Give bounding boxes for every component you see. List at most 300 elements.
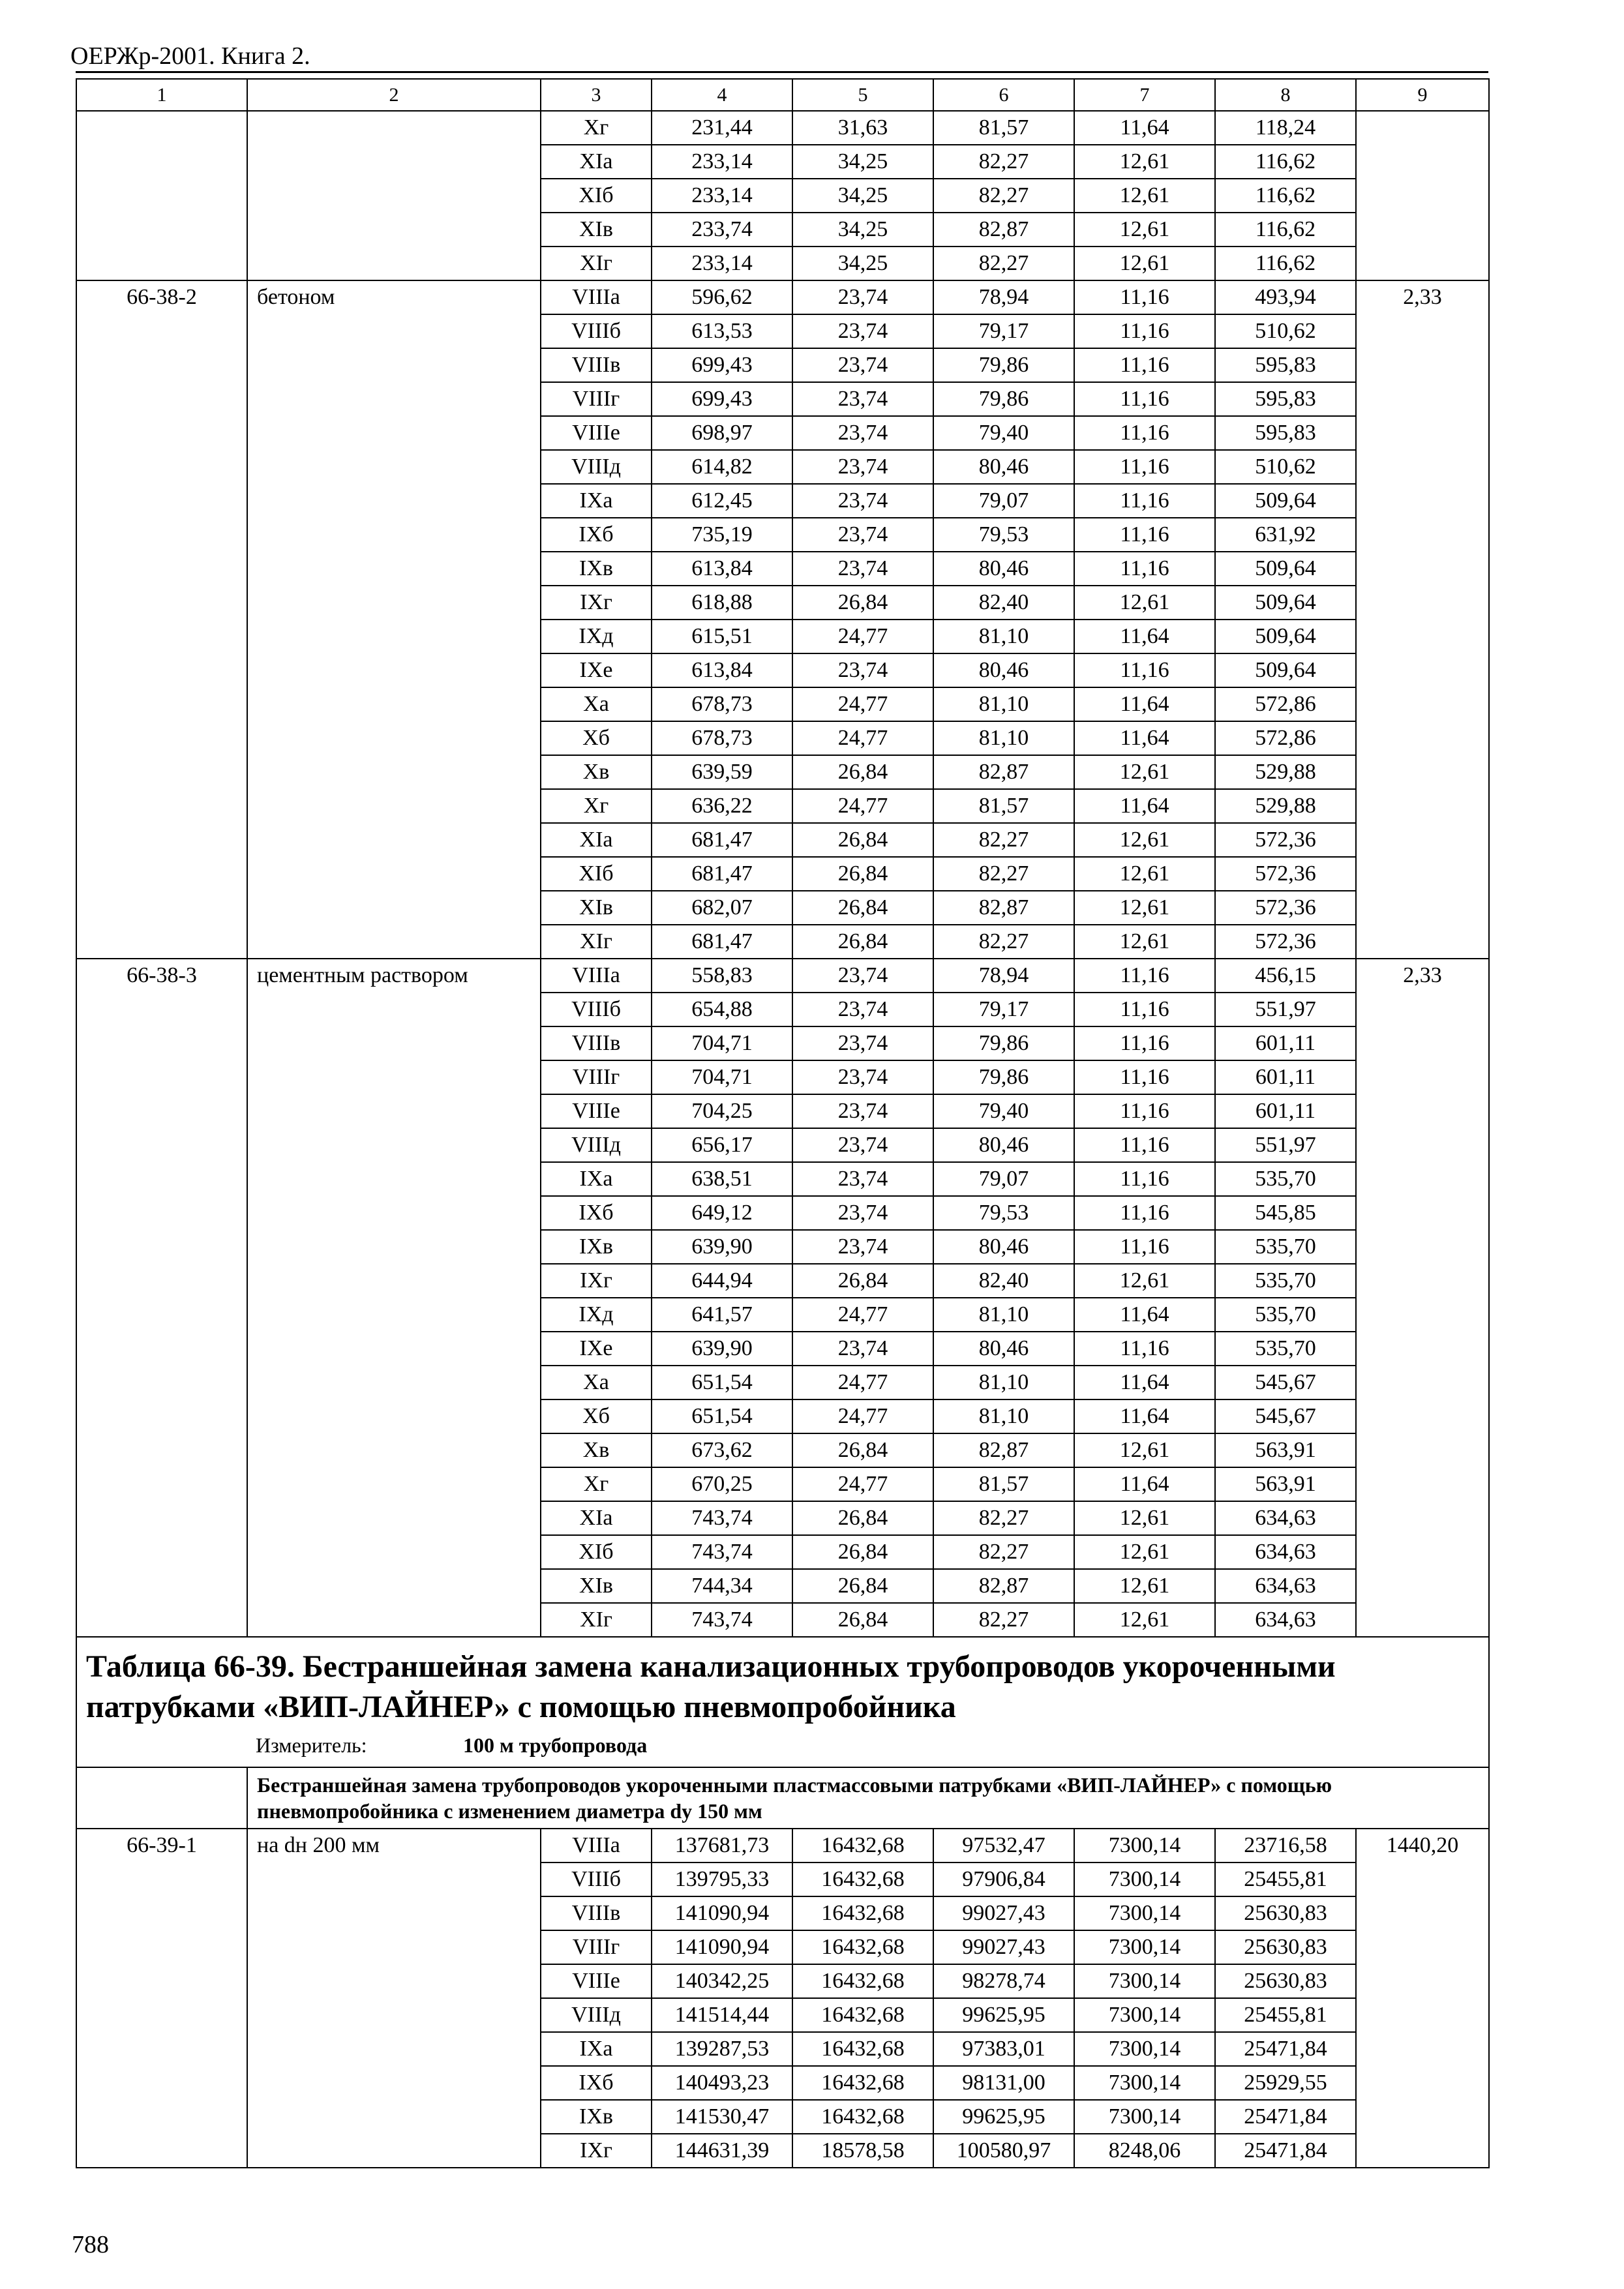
wages-cell: 26,84 (792, 1569, 933, 1603)
wages-cell: 24,77 (792, 687, 933, 721)
total-cost-cell: 614,82 (652, 450, 792, 484)
wages-cell: 23,74 (792, 653, 933, 687)
materials-cell: 116,62 (1215, 179, 1356, 213)
total-cost-cell: 704,71 (652, 1060, 792, 1094)
materials-cell: 510,62 (1215, 314, 1356, 348)
region-cell: XIг (541, 925, 652, 959)
machinist-wages-cell: 12,61 (1074, 1264, 1215, 1298)
region-cell: VIIIв (541, 348, 652, 382)
materials-cell: 510,62 (1215, 450, 1356, 484)
wages-cell: 26,84 (792, 1603, 933, 1637)
machine-cost-cell: 78,94 (933, 280, 1074, 314)
machinist-wages-cell: 11,64 (1074, 111, 1215, 145)
wages-cell: 23,74 (792, 348, 933, 382)
total-cost-cell: 704,25 (652, 1094, 792, 1128)
region-cell: XIб (541, 857, 652, 891)
rate-code-cell (76, 111, 247, 280)
machine-cost-cell: 98131,00 (933, 2066, 1074, 2100)
total-cost-cell: 139795,33 (652, 1863, 792, 1896)
table-row (76, 280, 1489, 314)
total-cost-cell: 233,74 (652, 213, 792, 247)
machinist-wages-cell: 7300,14 (1074, 1896, 1215, 1930)
region-cell: Xв (541, 755, 652, 789)
machinist-wages-cell: 11,16 (1074, 959, 1215, 993)
machinist-wages-cell: 11,64 (1074, 1467, 1215, 1501)
machinist-wages-cell: 12,61 (1074, 891, 1215, 925)
machinist-wages-cell: 11,16 (1074, 1230, 1215, 1264)
machine-cost-cell: 80,46 (933, 1128, 1074, 1162)
machinist-wages-cell: 12,61 (1074, 1603, 1215, 1637)
wages-cell: 23,74 (792, 450, 933, 484)
machine-cost-cell: 81,10 (933, 1366, 1074, 1399)
machine-cost-cell: 81,10 (933, 1399, 1074, 1433)
materials-cell: 601,11 (1215, 1026, 1356, 1060)
machinist-wages-cell: 7300,14 (1074, 1930, 1215, 1964)
machine-cost-cell: 81,10 (933, 1298, 1074, 1332)
materials-cell: 509,64 (1215, 552, 1356, 586)
materials-cell: 23716,58 (1215, 1829, 1356, 1863)
machine-cost-cell: 82,87 (933, 891, 1074, 925)
machine-cost-cell: 81,10 (933, 620, 1074, 653)
total-cost-cell: 743,74 (652, 1603, 792, 1637)
machinist-wages-cell: 11,64 (1074, 721, 1215, 755)
region-cell: Xб (541, 1399, 652, 1433)
region-cell: IXг (541, 2134, 652, 2168)
region-cell: IXв (541, 552, 652, 586)
table-row (76, 959, 1489, 993)
materials-cell: 25471,84 (1215, 2134, 1356, 2168)
region-cell: VIIIд (541, 450, 652, 484)
materials-cell: 529,88 (1215, 789, 1356, 823)
machinist-wages-cell: 11,16 (1074, 552, 1215, 586)
region-cell: XIа (541, 823, 652, 857)
column-number: 6 (933, 79, 1074, 111)
region-cell: XIв (541, 1569, 652, 1603)
total-cost-cell: 613,53 (652, 314, 792, 348)
wages-cell: 23,74 (792, 1026, 933, 1060)
machinist-wages-cell: 12,61 (1074, 1535, 1215, 1569)
total-cost-cell: 636,22 (652, 789, 792, 823)
region-cell: IXб (541, 1196, 652, 1230)
materials-cell: 572,36 (1215, 857, 1356, 891)
wages-cell: 23,74 (792, 280, 933, 314)
total-cost-cell: 704,71 (652, 1026, 792, 1060)
machinist-wages-cell: 11,16 (1074, 314, 1215, 348)
machinist-wages-cell: 11,16 (1074, 1196, 1215, 1230)
wages-cell: 23,74 (792, 484, 933, 518)
machinist-wages-cell: 12,61 (1074, 755, 1215, 789)
machine-cost-cell: 97383,01 (933, 2032, 1074, 2066)
wages-cell: 34,25 (792, 145, 933, 179)
machinist-wages-cell: 7300,14 (1074, 1829, 1215, 1863)
wages-cell: 24,77 (792, 789, 933, 823)
materials-cell: 25471,84 (1215, 2100, 1356, 2134)
machinist-wages-cell: 7300,14 (1074, 2100, 1215, 2134)
wages-cell: 23,74 (792, 1128, 933, 1162)
total-cost-cell: 615,51 (652, 620, 792, 653)
region-cell: IXб (541, 2066, 652, 2100)
machine-cost-cell: 100580,97 (933, 2134, 1074, 2168)
machinist-wages-cell: 12,61 (1074, 857, 1215, 891)
total-cost-cell: 649,12 (652, 1196, 792, 1230)
total-cost-cell: 656,17 (652, 1128, 792, 1162)
labor-cell: 2,33 (1356, 959, 1489, 1637)
machinist-wages-cell: 11,16 (1074, 348, 1215, 382)
region-cell: Xг (541, 789, 652, 823)
table-row (76, 111, 1489, 145)
machine-cost-cell: 80,46 (933, 653, 1074, 687)
machinist-wages-cell: 12,61 (1074, 247, 1215, 280)
total-cost-cell: 651,54 (652, 1399, 792, 1433)
machine-cost-cell: 97532,47 (933, 1829, 1074, 1863)
machine-cost-cell: 79,86 (933, 1026, 1074, 1060)
machine-cost-cell: 79,07 (933, 1162, 1074, 1196)
column-number: 9 (1356, 79, 1489, 111)
materials-cell: 25455,81 (1215, 1863, 1356, 1896)
machinist-wages-cell: 11,16 (1074, 1332, 1215, 1366)
machine-cost-cell: 81,10 (933, 721, 1074, 755)
total-cost-cell: 638,51 (652, 1162, 792, 1196)
region-cell: VIIIа (541, 280, 652, 314)
machine-cost-cell: 99625,95 (933, 1998, 1074, 2032)
meter-label: Измеритель: (256, 1733, 367, 1757)
wages-cell: 16432,68 (792, 1998, 933, 2032)
materials-cell: 509,64 (1215, 484, 1356, 518)
machine-cost-cell: 82,27 (933, 857, 1074, 891)
region-cell: IXд (541, 1298, 652, 1332)
table-body (76, 79, 1489, 2168)
materials-cell: 509,64 (1215, 620, 1356, 653)
subsection-description: Бестраншейная замена трубопроводов укороченными пластмассовыми патрубками «ВИП-ЛАЙНЕР» с помощью пневмопробойника с изменением диаметра dу 150 мм (247, 1767, 1489, 1829)
machine-cost-cell: 79,17 (933, 993, 1074, 1026)
wages-cell: 23,74 (792, 1332, 933, 1366)
machine-cost-cell: 82,27 (933, 925, 1074, 959)
region-cell: VIIIб (541, 1863, 652, 1896)
wages-cell: 23,74 (792, 1230, 933, 1264)
region-cell: VIIIг (541, 382, 652, 416)
materials-cell: 631,92 (1215, 518, 1356, 552)
materials-cell: 456,15 (1215, 959, 1356, 993)
region-cell: IXе (541, 653, 652, 687)
materials-cell: 572,36 (1215, 823, 1356, 857)
materials-cell: 116,62 (1215, 213, 1356, 247)
wages-cell: 23,74 (792, 416, 933, 450)
total-cost-cell: 699,43 (652, 382, 792, 416)
wages-cell: 26,84 (792, 823, 933, 857)
wages-cell: 16432,68 (792, 1964, 933, 1998)
machinist-wages-cell: 11,16 (1074, 280, 1215, 314)
materials-cell: 116,62 (1215, 145, 1356, 179)
machine-cost-cell: 80,46 (933, 552, 1074, 586)
materials-cell: 595,83 (1215, 416, 1356, 450)
machinist-wages-cell: 12,61 (1074, 145, 1215, 179)
machine-cost-cell: 82,27 (933, 179, 1074, 213)
materials-cell: 535,70 (1215, 1298, 1356, 1332)
region-cell: XIа (541, 1501, 652, 1535)
machinist-wages-cell: 12,61 (1074, 1501, 1215, 1535)
region-cell: IXа (541, 2032, 652, 2066)
materials-cell: 551,97 (1215, 993, 1356, 1026)
machine-cost-cell: 99027,43 (933, 1930, 1074, 1964)
machine-cost-cell: 82,27 (933, 1501, 1074, 1535)
region-cell: IXб (541, 518, 652, 552)
wages-cell: 23,74 (792, 314, 933, 348)
materials-cell: 25471,84 (1215, 2032, 1356, 2066)
machine-cost-cell: 82,27 (933, 823, 1074, 857)
materials-cell: 572,86 (1215, 721, 1356, 755)
total-cost-cell: 735,19 (652, 518, 792, 552)
wages-cell: 18578,58 (792, 2134, 933, 2168)
labor-cell: 2,33 (1356, 280, 1489, 959)
materials-cell: 595,83 (1215, 382, 1356, 416)
region-cell: IXв (541, 1230, 652, 1264)
region-cell: VIIIд (541, 1128, 652, 1162)
column-number: 7 (1074, 79, 1215, 111)
wages-cell: 23,74 (792, 993, 933, 1026)
wages-cell: 16432,68 (792, 2066, 933, 2100)
rates-table (76, 78, 1490, 2168)
region-cell: Xг (541, 111, 652, 145)
wages-cell: 24,77 (792, 721, 933, 755)
wages-cell: 23,74 (792, 959, 933, 993)
rate-code-cell: 66-39-1 (76, 1829, 247, 2168)
total-cost-cell: 613,84 (652, 653, 792, 687)
machine-cost-cell: 79,40 (933, 1094, 1074, 1128)
column-number: 8 (1215, 79, 1356, 111)
region-cell: VIIIг (541, 1060, 652, 1094)
column-number: 2 (247, 79, 541, 111)
machinist-wages-cell: 11,16 (1074, 653, 1215, 687)
materials-cell: 535,70 (1215, 1264, 1356, 1298)
machinist-wages-cell: 12,61 (1074, 179, 1215, 213)
region-cell: VIIIе (541, 1094, 652, 1128)
materials-cell: 509,64 (1215, 586, 1356, 620)
column-number: 4 (652, 79, 792, 111)
total-cost-cell: 678,73 (652, 687, 792, 721)
machine-cost-cell: 82,40 (933, 1264, 1074, 1298)
materials-cell: 601,11 (1215, 1094, 1356, 1128)
region-cell: XIг (541, 1603, 652, 1637)
machinist-wages-cell: 11,16 (1074, 993, 1215, 1026)
rate-code-cell: 66-38-2 (76, 280, 247, 959)
region-cell: Xа (541, 687, 652, 721)
wages-cell: 24,77 (792, 1298, 933, 1332)
machinist-wages-cell: 12,61 (1074, 213, 1215, 247)
machinist-wages-cell: 11,64 (1074, 1399, 1215, 1433)
machine-cost-cell: 79,53 (933, 1196, 1074, 1230)
total-cost-cell: 612,45 (652, 484, 792, 518)
section-title-row (76, 1637, 1489, 1767)
region-cell: XIб (541, 1535, 652, 1569)
total-cost-cell: 743,74 (652, 1535, 792, 1569)
wages-cell: 16432,68 (792, 1829, 933, 1863)
region-cell: VIIIа (541, 959, 652, 993)
wages-cell: 26,84 (792, 857, 933, 891)
wages-cell: 34,25 (792, 247, 933, 280)
wages-cell: 34,25 (792, 213, 933, 247)
total-cost-cell: 639,59 (652, 755, 792, 789)
machine-cost-cell: 81,57 (933, 111, 1074, 145)
total-cost-cell: 139287,53 (652, 2032, 792, 2066)
materials-cell: 572,86 (1215, 687, 1356, 721)
region-cell: VIIIв (541, 1026, 652, 1060)
machinist-wages-cell: 11,16 (1074, 382, 1215, 416)
machinist-wages-cell: 7300,14 (1074, 1998, 1215, 2032)
materials-cell: 634,63 (1215, 1535, 1356, 1569)
region-cell: Xг (541, 1467, 652, 1501)
materials-cell: 634,63 (1215, 1603, 1356, 1637)
total-cost-cell: 141090,94 (652, 1896, 792, 1930)
empty-cell (76, 1767, 247, 1829)
region-cell: IXв (541, 2100, 652, 2134)
wages-cell: 16432,68 (792, 1863, 933, 1896)
materials-cell: 25455,81 (1215, 1998, 1356, 2032)
wages-cell: 31,63 (792, 111, 933, 145)
region-cell: VIIIг (541, 1930, 652, 1964)
machine-cost-cell: 82,87 (933, 1569, 1074, 1603)
machine-cost-cell: 80,46 (933, 1332, 1074, 1366)
wages-cell: 34,25 (792, 179, 933, 213)
total-cost-cell: 596,62 (652, 280, 792, 314)
materials-cell: 572,36 (1215, 925, 1356, 959)
machinist-wages-cell: 7300,14 (1074, 1964, 1215, 1998)
machine-cost-cell: 82,27 (933, 1535, 1074, 1569)
machinist-wages-cell: 12,61 (1074, 1569, 1215, 1603)
total-cost-cell: 618,88 (652, 586, 792, 620)
machine-cost-cell: 81,57 (933, 789, 1074, 823)
total-cost-cell: 670,25 (652, 1467, 792, 1501)
region-cell: VIIIе (541, 1964, 652, 1998)
machinist-wages-cell: 11,64 (1074, 1298, 1215, 1332)
machine-cost-cell: 78,94 (933, 959, 1074, 993)
total-cost-cell: 681,47 (652, 823, 792, 857)
total-cost-cell: 141514,44 (652, 1998, 792, 2032)
machine-cost-cell: 82,40 (933, 586, 1074, 620)
machine-cost-cell: 79,86 (933, 382, 1074, 416)
materials-cell: 25630,83 (1215, 1964, 1356, 1998)
total-cost-cell: 231,44 (652, 111, 792, 145)
machine-cost-cell: 82,87 (933, 1433, 1074, 1467)
region-cell: IXг (541, 586, 652, 620)
total-cost-cell: 651,54 (652, 1366, 792, 1399)
wages-cell: 23,74 (792, 552, 933, 586)
machine-cost-cell: 81,10 (933, 687, 1074, 721)
work-name-cell (247, 111, 541, 280)
wages-cell: 16432,68 (792, 2100, 933, 2134)
meter-value: 100 м трубопровода (463, 1733, 648, 1757)
labor-cell: 1440,20 (1356, 1829, 1489, 2168)
materials-cell: 545,67 (1215, 1366, 1356, 1399)
materials-cell: 529,88 (1215, 755, 1356, 789)
total-cost-cell: 137681,73 (652, 1829, 792, 1863)
region-cell: VIIIд (541, 1998, 652, 2032)
table-row (76, 1829, 1489, 1863)
wages-cell: 24,77 (792, 620, 933, 653)
machine-cost-cell: 80,46 (933, 450, 1074, 484)
total-cost-cell: 681,47 (652, 925, 792, 959)
machine-cost-cell: 79,53 (933, 518, 1074, 552)
machine-cost-cell: 81,57 (933, 1467, 1074, 1501)
work-name-cell: цементным раствором (247, 959, 541, 1637)
wages-cell: 16432,68 (792, 2032, 933, 2066)
machine-cost-cell: 79,17 (933, 314, 1074, 348)
region-cell: VIIIа (541, 1829, 652, 1863)
total-cost-cell: 141530,47 (652, 2100, 792, 2134)
machine-cost-cell: 99027,43 (933, 1896, 1074, 1930)
total-cost-cell: 144631,39 (652, 2134, 792, 2168)
wages-cell: 26,84 (792, 891, 933, 925)
region-cell: XIв (541, 891, 652, 925)
total-cost-cell: 141090,94 (652, 1930, 792, 1964)
wages-cell: 26,84 (792, 925, 933, 959)
total-cost-cell: 641,57 (652, 1298, 792, 1332)
materials-cell: 25630,83 (1215, 1930, 1356, 1964)
machinist-wages-cell: 12,61 (1074, 925, 1215, 959)
machinist-wages-cell: 11,16 (1074, 1128, 1215, 1162)
machinist-wages-cell: 11,16 (1074, 416, 1215, 450)
machinist-wages-cell: 7300,14 (1074, 1863, 1215, 1896)
region-cell: VIIIб (541, 993, 652, 1026)
machinist-wages-cell: 11,16 (1074, 1094, 1215, 1128)
total-cost-cell: 644,94 (652, 1264, 792, 1298)
materials-cell: 509,64 (1215, 653, 1356, 687)
materials-cell: 535,70 (1215, 1230, 1356, 1264)
region-cell: VIIIе (541, 416, 652, 450)
machinist-wages-cell: 12,61 (1074, 1433, 1215, 1467)
region-cell: Xб (541, 721, 652, 755)
rate-code-cell: 66-38-3 (76, 959, 247, 1637)
materials-cell: 595,83 (1215, 348, 1356, 382)
machinist-wages-cell: 11,64 (1074, 687, 1215, 721)
machine-cost-cell: 82,87 (933, 755, 1074, 789)
materials-cell: 493,94 (1215, 280, 1356, 314)
machinist-wages-cell: 12,61 (1074, 586, 1215, 620)
total-cost-cell: 639,90 (652, 1332, 792, 1366)
region-cell: XIб (541, 179, 652, 213)
materials-cell: 601,11 (1215, 1060, 1356, 1094)
machinist-wages-cell: 11,16 (1074, 1060, 1215, 1094)
materials-cell: 535,70 (1215, 1162, 1356, 1196)
machinist-wages-cell: 11,64 (1074, 1366, 1215, 1399)
machine-cost-cell: 97906,84 (933, 1863, 1074, 1896)
materials-cell: 634,63 (1215, 1569, 1356, 1603)
wages-cell: 24,77 (792, 1399, 933, 1433)
machinist-wages-cell: 11,16 (1074, 1026, 1215, 1060)
materials-cell: 25929,55 (1215, 2066, 1356, 2100)
total-cost-cell: 140493,23 (652, 2066, 792, 2100)
work-name-cell: на dн 200 мм (247, 1829, 541, 2168)
total-cost-cell: 744,34 (652, 1569, 792, 1603)
page-number: 788 (72, 2231, 109, 2258)
machinist-wages-cell: 11,16 (1074, 518, 1215, 552)
region-cell: IXд (541, 620, 652, 653)
wages-cell: 26,84 (792, 586, 933, 620)
wages-cell: 23,74 (792, 1162, 933, 1196)
region-cell: VIIIб (541, 314, 652, 348)
column-number: 1 (76, 79, 247, 111)
total-cost-cell: 233,14 (652, 145, 792, 179)
wages-cell: 16432,68 (792, 1930, 933, 1964)
wages-cell: 16432,68 (792, 1896, 933, 1930)
materials-cell: 535,70 (1215, 1332, 1356, 1366)
wages-cell: 26,84 (792, 1264, 933, 1298)
machine-cost-cell: 82,27 (933, 247, 1074, 280)
region-cell: XIг (541, 247, 652, 280)
machinist-wages-cell: 11,64 (1074, 789, 1215, 823)
wages-cell: 23,74 (792, 518, 933, 552)
machinist-wages-cell: 11,64 (1074, 620, 1215, 653)
machinist-wages-cell: 11,16 (1074, 484, 1215, 518)
